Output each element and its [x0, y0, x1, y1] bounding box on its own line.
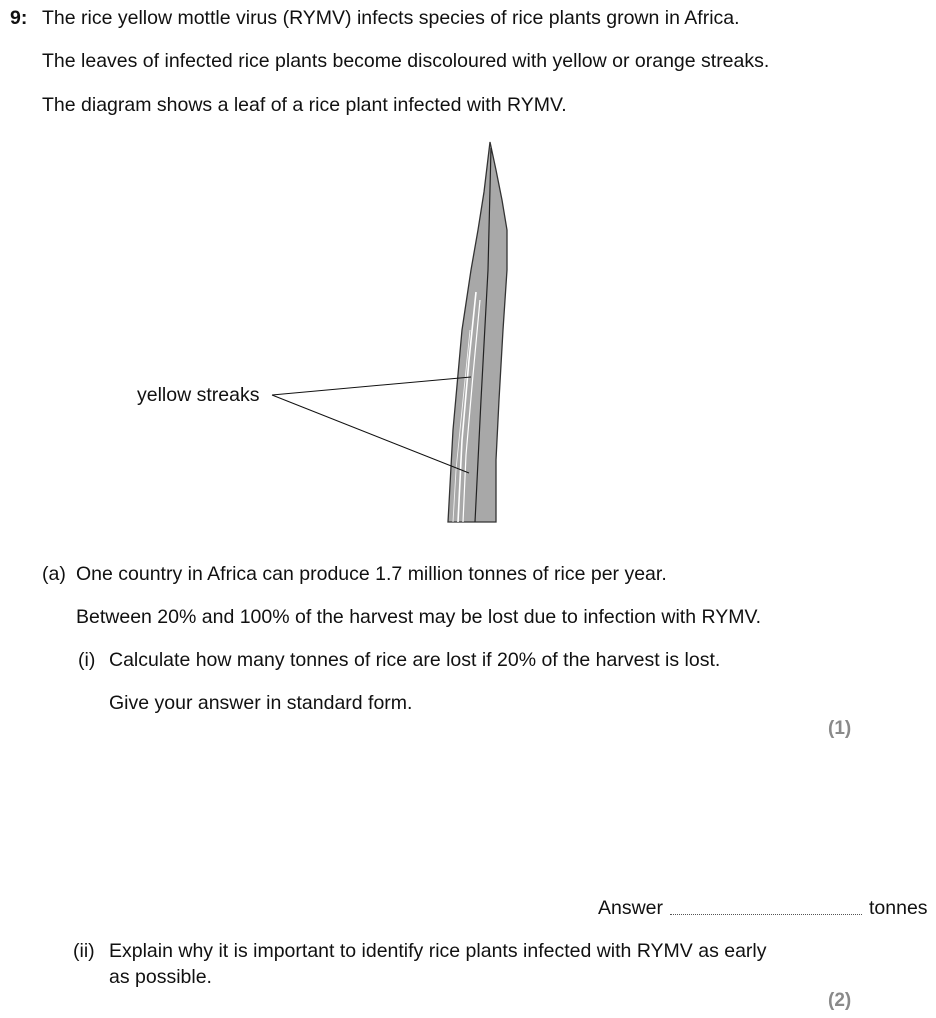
label-pointer-upper [272, 377, 471, 395]
diagram-label-yellow-streaks: yellow streaks [137, 384, 260, 406]
question-number: 9: [10, 7, 28, 29]
sub-ii-text-1: Explain why it is important to identify rice plants infected with RYMV as early [109, 940, 767, 962]
sub-i-marks: (1) [828, 718, 852, 739]
answer-unit: tonnes [869, 897, 928, 919]
sub-ii-label: (ii) [73, 940, 95, 962]
part-a-text-1: One country in Africa can produce 1.7 million tonnes of rice per year. [76, 563, 667, 585]
sub-ii-marks: (2) [828, 990, 852, 1011]
sub-i-label: (i) [78, 649, 96, 671]
question-intro-line-3: The diagram shows a leaf of a rice plant infected with RYMV. [42, 94, 567, 116]
sub-i-text-2: Give your answer in standard form. [109, 692, 413, 714]
part-a-text-2: Between 20% and 100% of the harvest may be lost due to infection with RYMV. [76, 606, 762, 628]
answer-line[interactable] [670, 914, 862, 915]
sub-ii-text-2: as possible. [109, 966, 212, 988]
part-a-label: (a) [42, 563, 66, 585]
label-pointer-lower [272, 395, 469, 473]
answer-label: Answer [598, 897, 664, 919]
question-intro-line-2: The leaves of infected rice plants become discoloured with yellow or orange streaks. [42, 50, 770, 72]
sub-i-text-1: Calculate how many tonnes of rice are lost if 20% of the harvest is lost. [109, 649, 721, 671]
question-intro-line-1: The rice yellow mottle virus (RYMV) infects species of rice plants grown in Africa. [42, 7, 740, 29]
